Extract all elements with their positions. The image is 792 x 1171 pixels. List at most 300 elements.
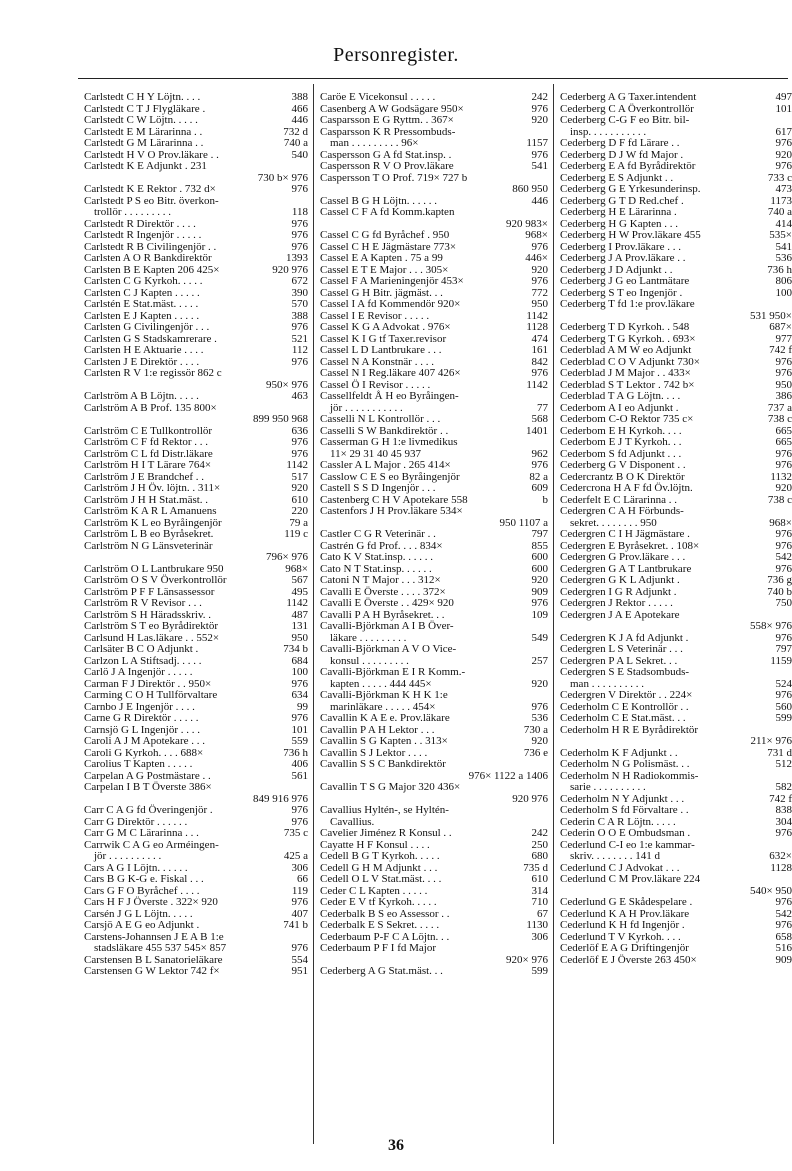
- entry-name: Carlstedt R Direktör . . . .: [84, 217, 196, 230]
- entry-pages: 968×: [769, 516, 792, 529]
- entry-name: Cederberg J G eo Lantmätare: [560, 275, 690, 287]
- entry-name: Cedercrona H A F fd Öv.löjtn.: [560, 482, 693, 494]
- entry-pages: 950: [531, 298, 548, 310]
- entry-pages: 920: [531, 574, 548, 586]
- entry-pages: 559: [291, 735, 308, 747]
- register-entry-continuation: 950 1107 a: [499, 516, 548, 529]
- entry-pages: 976: [775, 459, 792, 471]
- entry-pages: 732 d: [283, 125, 308, 138]
- entry-name: Carr G M C Lärarinna . . .: [84, 827, 199, 839]
- entry-name: Carlsten G Civilingenjör . . .: [84, 321, 210, 333]
- entry-name: Cedergren G Prov.läkare . . .: [560, 551, 686, 563]
- entry-name: Carlsten C J Kapten . . . . .: [84, 286, 200, 299]
- entry-pages: 976: [291, 240, 308, 253]
- register-entry: [320, 460, 548, 472]
- entry-pages: 1128: [526, 321, 548, 333]
- entry-name: Cederlund C M Prov.läkare 224: [560, 873, 701, 885]
- entry-pages: 738 c: [767, 413, 792, 425]
- entry-name: stadsläkare 455 537 545× 857: [94, 942, 227, 954]
- register-entry: [84, 460, 308, 472]
- entry-name: Cederlund K H fd Ingenjör .: [560, 919, 685, 931]
- entry-name: Carlström J E Brandchef . .: [84, 470, 205, 483]
- entry-pages: 730 a: [523, 723, 548, 736]
- register-entry: [320, 368, 548, 380]
- entry-name: Cavallin S G Kapten . . 313×: [320, 735, 448, 747]
- entry-name: Carlstedt R B Civilingenjör . .: [84, 240, 217, 253]
- entry-name: Cavallin S J Lektor . . . .: [320, 746, 428, 759]
- entry-name: Cederberg G E Yrkesunderinsp.: [560, 183, 701, 195]
- entry-name: Cederbom C-O Rektor 735 c×: [560, 413, 694, 425]
- entry-pages: 109: [531, 608, 548, 621]
- entry-pages: 100: [291, 666, 308, 678]
- entry-pages: 1173: [770, 194, 792, 207]
- entry-pages: 535×: [769, 229, 792, 241]
- entry-name: Carlsten A O R Bankdirektör: [84, 252, 212, 264]
- register-entry: [560, 230, 792, 242]
- register-entry: [320, 920, 548, 932]
- entry-pages: 741 b: [283, 919, 308, 931]
- register-entry: [560, 184, 792, 196]
- register-entry: [84, 184, 308, 196]
- entry-pages: 407: [291, 907, 308, 920]
- entry-name: Caspersson T O Prof. 719× 727 b: [320, 171, 468, 184]
- register-entry: [320, 943, 548, 955]
- register-entry: [560, 828, 792, 840]
- register-entry: [320, 483, 548, 495]
- entry-name: Cassel C F A fd Komm.kapten: [320, 206, 455, 218]
- entry-pages: 516: [775, 942, 792, 954]
- entry-pages: 976: [531, 148, 548, 161]
- entry-pages: 855: [531, 539, 548, 552]
- page-title: Personregister.: [333, 44, 459, 66]
- entry-pages: 582: [775, 781, 792, 793]
- register-entry: [560, 851, 792, 863]
- entry-name: Cedell G H M Adjunkt . . .: [320, 861, 438, 874]
- register-entry: [84, 529, 308, 541]
- register-entry: [560, 920, 792, 932]
- entry-pages: 242: [531, 827, 548, 839]
- register-entry: [320, 736, 548, 748]
- entry-name: Carlström C E Tullkontrollör: [84, 424, 213, 437]
- register-entry: [560, 897, 792, 909]
- register-entry: [320, 92, 548, 104]
- entry-name: sekret. . . . . . . . 950: [570, 516, 657, 529]
- entry-pages: 306: [531, 930, 548, 943]
- entry-pages: 1142: [286, 459, 308, 471]
- entry-pages: 684: [291, 654, 308, 667]
- entry-pages: 772: [531, 286, 548, 299]
- entry-pages: 665: [775, 424, 792, 437]
- entry-pages: 976: [775, 447, 792, 460]
- entry-name: Cavallin S S C Bankdirektör: [320, 758, 446, 770]
- entry-name: Cassel N I Reg.läkare 407 426×: [320, 367, 461, 379]
- entry-name: Cederblad T A G Löjtn. . . .: [560, 390, 681, 402]
- register-entry: [84, 874, 308, 886]
- register-entry: [320, 414, 548, 426]
- entry-pages: 976: [531, 102, 548, 115]
- entry-name: Cassel N A Konstnär . . . .: [320, 355, 434, 368]
- entry-pages: 119: [291, 884, 308, 897]
- entry-name: Cars A G I Löjtn. . . . . .: [84, 861, 188, 874]
- entry-pages: 632×: [769, 850, 792, 862]
- entry-name: Cedergren V Direktör . . 224×: [560, 689, 693, 701]
- register-column-3: [560, 92, 792, 966]
- entry-name: Cassel C H E Jägmästare 773×: [320, 240, 457, 253]
- entry-name: Cederbalk B S eo Assessor . .: [320, 907, 450, 920]
- register-entry: [84, 690, 308, 702]
- entry-name: Cavalli-Björkman A I B Över-: [320, 620, 454, 632]
- entry-name: Carlström J H Öv. löjtn. . 311×: [84, 482, 221, 494]
- register-entry: [320, 506, 548, 518]
- entry-pages: 950: [775, 378, 792, 391]
- entry-name: Cassel I A fd Kommendör 920×: [320, 298, 461, 310]
- entry-pages: 665: [775, 436, 792, 448]
- entry-name: Carlstedt K E Adjunkt . 231: [84, 160, 207, 172]
- entry-name: Carlström C L fd Distr.läkare: [84, 447, 213, 460]
- entry-name: Cederbom S fd Adjunkt . . .: [560, 447, 682, 460]
- entry-name: Carlström K L eo Byråingenjör: [84, 516, 222, 529]
- register-entry: [320, 138, 548, 150]
- register-entry: [84, 483, 308, 495]
- register-entry: [84, 345, 308, 357]
- register-entry: [320, 621, 548, 633]
- entry-name: Cedergren S E Stadsombuds-: [560, 666, 690, 678]
- entry-name: man . . . . . . . . . .: [570, 677, 644, 690]
- register-entry: [84, 253, 308, 265]
- entry-name: Cassel C G fd Byråchef . 950: [320, 229, 450, 241]
- entry-name: Cederholm C E Stat.mäst. . .: [560, 712, 686, 724]
- entry-pages: 920: [291, 482, 308, 494]
- entry-name: Carstensen B L Sanatorieläkare: [84, 953, 223, 966]
- register-entry: [560, 299, 792, 311]
- entry-name: kapten . . . . . 444 445×: [330, 677, 432, 690]
- entry-name: Carpelan A G Postmästare . .: [84, 769, 211, 782]
- entry-pages: 388: [291, 309, 308, 322]
- entry-pages: 976: [531, 275, 548, 287]
- entry-pages: 976: [775, 919, 792, 931]
- entry-name: Casslow C E S eo Byråingenjör: [320, 470, 460, 483]
- entry-pages: 1142: [526, 309, 548, 322]
- register-entry: [560, 782, 792, 794]
- entry-pages: 560: [775, 700, 792, 713]
- entry-pages: 736 h: [767, 263, 792, 276]
- entry-pages: 306: [291, 861, 308, 874]
- entry-pages: 82 a: [529, 470, 548, 483]
- entry-name: Carlström K A R L Amanuens: [84, 505, 217, 517]
- entry-pages: 976: [291, 229, 308, 241]
- entry-pages: 99: [297, 700, 308, 713]
- entry-pages: 951: [291, 965, 308, 977]
- entry-pages: 1159: [770, 654, 792, 667]
- entry-name: Carlström N G Länsveterinär: [84, 539, 213, 552]
- entry-name: Castenberg C H V Apotekare 558: [320, 493, 468, 506]
- entry-name: Cederberg D F fd Lärare . .: [560, 137, 680, 149]
- register-entry: [84, 506, 308, 518]
- entry-name: Cavalli-Björkman A V O Vice-: [320, 643, 457, 655]
- register-entry: [560, 598, 792, 610]
- entry-pages: 634: [291, 689, 308, 701]
- entry-pages: 220: [291, 505, 308, 517]
- register-entry: [84, 391, 308, 403]
- entry-pages: 731 d: [767, 746, 792, 759]
- entry-name: trollör . . . . . . . . .: [94, 206, 171, 218]
- register-entry: [560, 161, 792, 173]
- entry-pages: 66: [297, 873, 308, 885]
- entry-name: Cederberg S T eo Ingenjör .: [560, 286, 683, 299]
- entry-name: Carlström S T eo Byrådirektör: [84, 620, 219, 632]
- entry-pages: 610: [291, 493, 308, 506]
- entry-pages: 920: [531, 114, 548, 126]
- entry-pages: 976: [291, 436, 308, 448]
- register-entry: [560, 92, 792, 104]
- entry-name: Cassel K I G tf Taxer.revisor: [320, 332, 447, 345]
- register-entry: [84, 161, 308, 173]
- entry-name: Carlstedt H V O Prov.läkare . .: [84, 148, 219, 161]
- entry-name: Cedergren J Rektor . . . . .: [560, 597, 673, 609]
- entry-name: Cederblad S T Lektor . 742 b×: [560, 378, 695, 391]
- entry-name: Cederlund C-I eo 1:e kammar-: [560, 838, 695, 851]
- entry-pages: 976: [291, 942, 308, 954]
- entry-name: Carlström C F fd Rektor . . .: [84, 436, 209, 448]
- entry-pages: 446: [291, 114, 308, 126]
- entry-name: Cederblad A M W eo Adjunkt: [560, 344, 692, 356]
- entry-name: Cedergren G K L Adjunkt .: [560, 574, 680, 586]
- register-entry: [320, 874, 548, 886]
- entry-name: Carnbo J E Ingenjör . . . .: [84, 700, 195, 713]
- register-entry: [320, 299, 548, 311]
- entry-pages: 687×: [769, 321, 792, 333]
- entry-name: Carlsund H Las.läkare . . 552×: [84, 631, 220, 644]
- entry-pages: 736 g: [767, 574, 792, 586]
- entry-name: Cederbalk E S Sekret. . . . .: [320, 919, 440, 931]
- entry-pages: 797: [531, 528, 548, 540]
- entry-pages: b: [542, 493, 548, 506]
- register-entry: [320, 782, 548, 794]
- register-entry: [320, 667, 548, 679]
- entry-name: Cedergren C A H Förbunds-: [560, 505, 684, 517]
- entry-name: Cedergren I G R Adjunkt .: [560, 585, 677, 598]
- entry-pages: 920: [775, 148, 792, 161]
- entry-pages: 617: [775, 125, 792, 138]
- register-entry-continuation: 860 950: [512, 183, 548, 195]
- entry-name: Cassel K G A Advokat . 976×: [320, 321, 451, 333]
- entry-pages: 734 b: [283, 643, 308, 655]
- register-entry: [84, 943, 308, 955]
- entry-pages: 976: [775, 539, 792, 552]
- register-entry: [84, 644, 308, 656]
- entry-name: Cars G F O Byråchef . . . .: [84, 884, 200, 897]
- entry-pages: 242: [531, 91, 548, 103]
- entry-name: Cederblad C O V Adjunkt 730×: [560, 355, 700, 368]
- entry-name: Cedergren C I H Jägmästare .: [560, 528, 690, 540]
- entry-name: Carr C A G fd Överingenjör .: [84, 804, 213, 816]
- register-entry: [320, 713, 548, 725]
- entry-name: Cederholm N Y Adjunkt . . .: [560, 792, 685, 805]
- register-entry: [84, 805, 308, 817]
- entry-name: Cederberg T G Kyrkoh. . 693×: [560, 332, 696, 345]
- entry-name: Cederin C A R Löjtn. . . . .: [560, 815, 676, 828]
- entry-pages: 425 a: [283, 850, 308, 862]
- entry-name: Cato K V Stat.insp. . . . . .: [320, 551, 433, 563]
- register-entry-continuation: 899 950 968: [253, 413, 308, 425]
- entry-name: konsul . . . . . . . . .: [330, 654, 409, 667]
- entry-name: sarie . . . . . . . . . .: [570, 781, 646, 793]
- register-entry: [560, 460, 792, 472]
- entry-pages: 473: [775, 183, 792, 195]
- entry-pages: 541: [531, 160, 548, 172]
- entry-pages: 1132: [770, 470, 792, 483]
- entry-pages: 968×: [285, 562, 308, 575]
- entry-pages: 920: [775, 482, 792, 494]
- register-entry: [320, 437, 548, 449]
- register-entry: [320, 644, 548, 656]
- page-number: 36: [388, 1137, 404, 1154]
- register-entry: [320, 276, 548, 288]
- entry-name: Cederberg G V Disponent . .: [560, 459, 686, 471]
- entry-name: Cederbom E J T Kyrkoh. . .: [560, 436, 682, 448]
- entry-name: Cederlund C J Advokat . . .: [560, 861, 680, 874]
- register-entry: [320, 253, 548, 265]
- entry-name: Carlstedt C T J Flygläkare .: [84, 102, 206, 115]
- register-entry: [560, 138, 792, 150]
- register-entry: [560, 759, 792, 771]
- entry-name: Cederblad J M Major . . 433×: [560, 367, 691, 379]
- register-entry: [84, 851, 308, 863]
- entry-name: Carlstedt E M Lärarinna . .: [84, 125, 203, 138]
- entry-name: Ceder E V tf Kyrkoh. . . . .: [320, 896, 437, 908]
- register-entry-continuation: 920 983×: [506, 217, 548, 230]
- entry-name: Cederbom E H Kyrkoh. . . .: [560, 424, 682, 437]
- entry-name: man . . . . . . . . . 96×: [330, 137, 419, 149]
- entry-pages: 599: [775, 712, 792, 724]
- entry-name: Cederholm N H Radiokommis-: [560, 769, 699, 782]
- entry-name: Cedergren E Byråsekret. . 108×: [560, 539, 700, 552]
- entry-name: Cederbaum P F I fd Major: [320, 942, 436, 954]
- entry-pages: 672: [291, 275, 308, 287]
- entry-pages: 554: [291, 953, 308, 966]
- entry-name: Castrén G fd Prof. . . . 834×: [320, 539, 443, 552]
- entry-name: Cavallius.: [330, 815, 375, 828]
- register-entry-continuation: 211× 976: [750, 735, 792, 747]
- entry-name: Carlström H I T Lärare 764×: [84, 459, 212, 471]
- entry-pages: 977: [775, 332, 792, 345]
- entry-name: Cederberg T fd 1:e prov.läkare: [560, 298, 695, 310]
- register-entry: [320, 115, 548, 127]
- entry-pages: 131: [291, 620, 308, 632]
- entry-name: Cavallius Hyltén-, se Hyltén-: [320, 804, 449, 816]
- entry-pages: 161: [531, 344, 548, 356]
- entry-pages: 742 f: [769, 344, 792, 356]
- entry-pages: 740 a: [283, 137, 308, 149]
- entry-pages: 736 h: [283, 746, 308, 759]
- register-entry: [84, 575, 308, 587]
- entry-pages: 920: [531, 677, 548, 690]
- register-entry: [320, 529, 548, 541]
- entry-pages: 976: [291, 217, 308, 230]
- entry-name: Cedercrantz B O K Direktör: [560, 470, 685, 483]
- entry-name: Cederholm S fd Förvaltare . .: [560, 804, 689, 816]
- entry-pages: 750: [775, 597, 792, 609]
- register-entry: [84, 598, 308, 610]
- register-entry: [560, 529, 792, 541]
- entry-pages: 797: [775, 643, 792, 655]
- entry-pages: 976: [531, 459, 548, 471]
- entry-pages: 77: [537, 401, 548, 414]
- register-column-1: [84, 92, 308, 978]
- entry-pages: 610: [531, 873, 548, 885]
- register-entry: [560, 483, 792, 495]
- entry-pages: 1142: [286, 597, 308, 609]
- entry-pages: 976: [775, 137, 792, 149]
- register-entry: [84, 230, 308, 242]
- entry-pages: 257: [531, 654, 548, 667]
- entry-pages: 710: [531, 896, 548, 908]
- entry-name: Carman F J Direktör . . 950×: [84, 677, 212, 690]
- entry-name: Carlsten E J Kapten . . . . .: [84, 309, 200, 322]
- register-entry: [84, 207, 308, 219]
- entry-pages: 540: [291, 148, 308, 161]
- entry-name: Cedergren L S Veterinär . . .: [560, 643, 683, 655]
- entry-pages: 600: [531, 551, 548, 563]
- register-entry: [320, 598, 548, 610]
- entry-name: Carlö J A Ingenjör . . . . .: [84, 666, 193, 678]
- entry-name: Carlsten G S Stadskamrerare .: [84, 332, 217, 345]
- register-entry: [560, 610, 792, 622]
- register-entry-continuation: 920× 976: [506, 953, 548, 966]
- entry-pages: 570: [291, 298, 308, 310]
- register-entry: [84, 736, 308, 748]
- entry-pages: 976: [775, 160, 792, 172]
- entry-name: Carlstedt K E Rektor . 732 d×: [84, 183, 216, 195]
- entry-name: Cavelier Jiménez R Konsul . .: [320, 827, 452, 839]
- entry-name: Carstens-Johannsen J E A B 1:e: [84, 930, 224, 943]
- entry-name: Cavallin K A E e. Prov.läkare: [320, 712, 450, 724]
- entry-name: Cars B G K-G e. Fiskal . . .: [84, 873, 204, 885]
- register-entry: [84, 713, 308, 725]
- entry-name: Cars H F J Överste . 322× 920: [84, 896, 218, 908]
- entry-pages: 976: [775, 631, 792, 644]
- entry-pages: 101: [775, 102, 792, 115]
- entry-name: Carsjö A E G eo Adjunkt .: [84, 919, 200, 931]
- entry-name: Cederbaum P-F C A Löjtn. . .: [320, 930, 450, 943]
- header-rule: [78, 78, 788, 79]
- entry-name: Carlstedt P S eo Bitr. överkon-: [84, 194, 219, 207]
- entry-name: Cedergren P A L Sekret. . .: [560, 654, 678, 667]
- entry-pages: 1142: [526, 378, 548, 391]
- entry-pages: 536: [775, 252, 792, 264]
- entry-pages: 314: [531, 884, 548, 897]
- register-entry: [84, 621, 308, 633]
- entry-name: Cederberg H G Kapten . . .: [560, 217, 679, 230]
- entry-name: Castell S S D Ingenjör . . .: [320, 482, 436, 494]
- entry-name: skriv. . . . . . . . 141 d: [570, 850, 661, 862]
- entry-pages: 549: [531, 631, 548, 644]
- register-entry: [560, 874, 792, 886]
- register-entry: [320, 552, 548, 564]
- entry-name: Cassler A L Major . 265 414×: [320, 459, 451, 471]
- entry-name: Carlzon L A Stiftsadj. . . . .: [84, 654, 202, 667]
- entry-name: Cederberg H E Lärarinna .: [560, 206, 677, 218]
- entry-pages: 446: [531, 194, 548, 207]
- entry-name: Cederbom A I eo Adjunkt .: [560, 401, 679, 414]
- entry-name: Cassel F A Marieningenjör 453×: [320, 275, 464, 287]
- entry-name: Carstensen G W Lektor 742 f×: [84, 965, 220, 977]
- entry-name: Carne G R Direktör . . . . .: [84, 712, 199, 724]
- register-entry-continuation: 540× 950: [750, 884, 792, 897]
- entry-name: Cederberg T D Kyrkoh. . 548: [560, 321, 690, 333]
- entry-name: jör . . . . . . . . . .: [94, 850, 162, 862]
- entry-pages: 599: [531, 965, 548, 977]
